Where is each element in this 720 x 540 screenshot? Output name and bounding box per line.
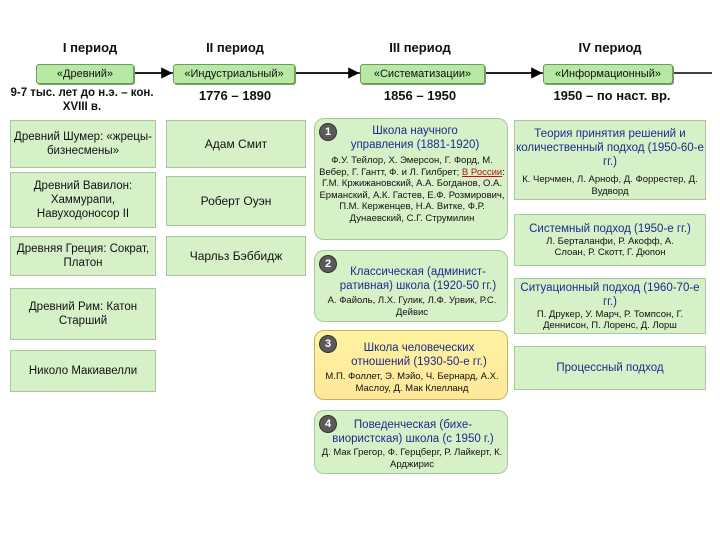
ancient-rome-box: Древний Рим: Катон Старший	[10, 288, 156, 340]
robert-owen-box: Роберт Оуэн	[166, 176, 306, 226]
school-1-title: Школа научного управления (1881-1920)	[350, 125, 480, 151]
systems-approach-title: Системный подход (1950-е гг.)	[529, 222, 691, 235]
period-1-dates: 9-7 тыс. лет до н.э. – кон. XVIII в.	[10, 87, 154, 113]
school-3-number: 3	[319, 335, 337, 353]
situational-approach-box	[514, 278, 706, 334]
school-2-number: 2	[319, 255, 337, 273]
period-4-title: IV период	[578, 40, 642, 55]
decision-theory-title: Теория принятия решений и количественный подход (1950-60-е гг.)	[516, 128, 704, 168]
school-1-number: 1	[319, 123, 337, 141]
in-russia-label: В России	[461, 166, 503, 178]
ancient-greece-box: Древняя Греция: Сократ, Платон	[10, 236, 156, 276]
charles-babbage-box: Чарльз Бэббидж	[166, 236, 306, 276]
period-2-dates: 1776 – 1890	[198, 88, 272, 103]
period-3-name: «Систематизации»	[360, 64, 485, 84]
period-2-title: II период	[206, 40, 264, 55]
school-2-title: Классическая (админист-ративная) школа (1920-50 гг.)	[339, 266, 497, 292]
systems-approach-box	[514, 214, 706, 266]
adam-smith-box: Адам Смит	[166, 120, 306, 168]
school-1-people: Ф.У. Тейлор, Х. Эмерсон, Г. Форд, М. Вебер, Г. Гантт, Ф. и Л. Гилбрет; В России: Г.М. Кржижановский, А.А. Богданов, О.А. Ерманский, А.К. Гастев, Е.Ф. Розмирович, П.М. Керженцев, Н.А. Витке, Ф.Р. Дунаевский, С.Г. Струмилин	[319, 155, 505, 224]
school-1-panel	[314, 118, 508, 240]
situational-approach-title: Ситуационный подход (1960-70-е гг.)	[520, 281, 700, 308]
ancient-babylon-box: Древний Вавилон: Хаммурапи, Навуходоносор II	[10, 172, 156, 228]
period-3-dates: 1856 – 1950	[383, 88, 457, 103]
period-3-title: III период	[389, 40, 451, 55]
decision-theory-box	[514, 120, 706, 200]
period-4-dates: 1950 – по наст. вр.	[553, 88, 671, 103]
school-3-people: М.П. Фоллет, Э. Мэйо, Ч. Бернард, А.Х. Маслоу, Д. Мак Клелланд	[325, 371, 499, 394]
school-2-panel	[314, 250, 508, 322]
period-2-name: «Индустриальный»	[173, 64, 295, 84]
ancient-sumer-box: Древний Шумер: «жрецы-бизнесмены»	[10, 120, 156, 168]
school-3-panel	[314, 330, 508, 400]
period-1-title: I период	[62, 40, 118, 55]
school-4-number: 4	[319, 415, 337, 433]
systems-approach-people: Л. Берталанфи, Р. Акофф, А. Слоан, Р. Скотт, Г. Дюпон	[546, 235, 674, 258]
decision-theory-people: К. Черчмен, Л. Арноф, Д. Форрестер, Д. Вудворд	[522, 174, 698, 197]
school-2-people: А. Файоль, Л.Х. Гулик, Л.Ф. Урвик, Р.С. Дейвис	[327, 295, 497, 318]
process-approach-title: Процессный подход	[556, 362, 664, 374]
machiavelli-box: Николо Макиавелли	[10, 350, 156, 392]
process-approach-box	[514, 346, 706, 390]
school-3-title: Школа человеческих отношений (1930-50-е гг.)	[351, 342, 487, 368]
school-4-title: Поведенческая (бихе-виористская) школа (с 1950 г.)	[332, 419, 494, 445]
situational-approach-people: П. Друкер, У. Марч, Р. Томпсон, Г. Деннисон, П. Лоренс, Д. Лорш	[536, 308, 684, 331]
period-4-name: «Информационный»	[543, 64, 673, 84]
school-4-panel	[314, 410, 508, 474]
school-4-people: Д. Мак Грегор, Ф. Герцберг, Р. Лайкерт, К. Арджирис	[321, 447, 503, 470]
period-1-name: «Древний»	[36, 64, 134, 84]
